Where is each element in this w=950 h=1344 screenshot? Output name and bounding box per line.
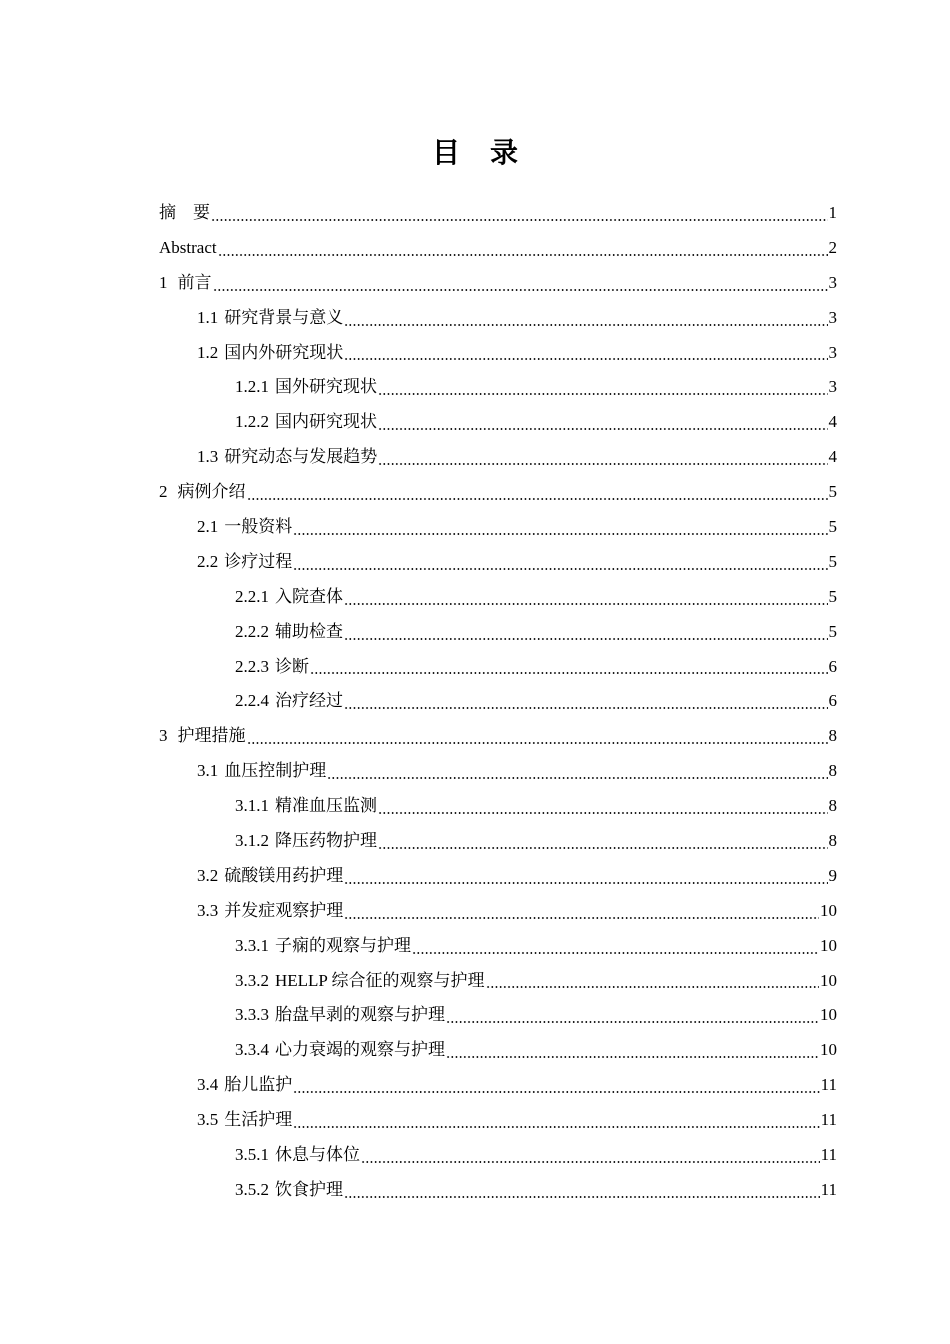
- toc-entry-label: 一般资料: [224, 517, 293, 537]
- toc-entry-number: 1.2: [197, 342, 219, 362]
- toc-entry[interactable]: [159, 510, 837, 545]
- toc-entry-number: 2.2.4: [235, 691, 269, 711]
- toc-entry-page-number: 6: [828, 691, 837, 711]
- toc-list: [159, 196, 837, 1208]
- dot-leader: [310, 655, 828, 675]
- toc-entry-number: 3.5.1: [235, 1145, 269, 1165]
- toc-entry-page-number: 10: [820, 1005, 837, 1025]
- toc-entry[interactable]: [159, 964, 837, 999]
- toc-entry-number: 2.2.2: [235, 621, 269, 641]
- toc-entry-label: 精准血压监测: [275, 796, 377, 816]
- dot-leader: [247, 725, 828, 745]
- toc-entry-label: 国外研究现状: [275, 377, 377, 397]
- toc-entry-number: 3.3.3: [235, 1005, 269, 1025]
- toc-entry-page-number: 3: [828, 272, 837, 292]
- toc-entry-label: 诊疗过程: [224, 551, 293, 571]
- toc-entry[interactable]: [159, 615, 837, 650]
- toc-entry[interactable]: [159, 824, 837, 859]
- toc-entry-page-number: 1: [828, 203, 837, 222]
- toc-entry-label: 并发症观察护理: [224, 900, 344, 920]
- toc-entry-number: 3.4: [197, 1075, 219, 1095]
- toc-entry[interactable]: [159, 301, 837, 336]
- toc-entry-number: 2: [159, 482, 168, 502]
- toc-entry-number: 3.2: [197, 865, 219, 885]
- toc-entry-page-number: 8: [828, 796, 837, 816]
- dot-leader: [446, 1004, 819, 1024]
- toc-title: [0, 131, 950, 171]
- toc-entry-label: 胎儿监护: [224, 1075, 293, 1095]
- dot-leader: [412, 935, 819, 955]
- dot-leader: [344, 341, 827, 361]
- toc-entry[interactable]: [159, 545, 837, 580]
- dot-leader: [486, 969, 819, 989]
- toc-entry[interactable]: [159, 196, 837, 231]
- dot-leader: [378, 376, 828, 396]
- toc-entry-page-number: 11: [820, 1145, 837, 1165]
- toc-entry-page-number: 4: [828, 447, 837, 467]
- dot-leader: [344, 621, 828, 641]
- toc-entry-page-number: 4: [828, 412, 837, 432]
- toc-entry-label: 休息与体位: [275, 1145, 360, 1165]
- toc-entry-number: 2.1: [197, 517, 219, 537]
- toc-entry-page-number: 10: [820, 935, 837, 955]
- toc-entry-label: 胎盘早剥的观察与护理: [275, 1005, 445, 1025]
- toc-entry-page-number: 10: [820, 900, 837, 920]
- toc-entry-label: 诊断: [275, 656, 309, 676]
- toc-entry-page-number: 6: [828, 656, 837, 676]
- dot-leader: [344, 586, 828, 606]
- toc-entry-page-number: 3: [828, 307, 837, 327]
- toc-entry-label: 护理措施: [177, 726, 246, 746]
- toc-entry-label: 国内研究现状: [275, 412, 377, 432]
- dot-leader: [213, 272, 828, 292]
- toc-entry-number: 1.3: [197, 447, 219, 467]
- toc-entry[interactable]: [159, 405, 837, 440]
- toc-entry-label: 研究动态与发展趋势: [224, 447, 378, 467]
- toc-entry-page-number: 5: [828, 482, 837, 502]
- toc-entry-number: 1.2.1: [235, 377, 269, 397]
- toc-entry-label: 饮食护理: [275, 1179, 343, 1199]
- toc-entry-label: 辅助检查: [275, 621, 343, 641]
- toc-entry-label: 血压控制护理: [224, 761, 327, 781]
- toc-entry[interactable]: [159, 684, 837, 719]
- dot-leader: [344, 900, 819, 920]
- toc-entry[interactable]: [159, 336, 837, 371]
- toc-entry-number: 3: [159, 726, 168, 746]
- toc-entry[interactable]: [159, 440, 837, 475]
- toc-entry-number: 3.1.2: [235, 831, 269, 851]
- toc-entry[interactable]: [159, 1103, 837, 1138]
- toc-entry-label: 研究背景与意义: [224, 307, 344, 327]
- toc-entry[interactable]: [159, 370, 837, 405]
- toc-entry[interactable]: [159, 754, 837, 789]
- toc-entry-number: 1: [159, 272, 168, 292]
- toc-entry-page-number: 10: [820, 970, 837, 990]
- toc-entry-page-number: 5: [828, 586, 837, 606]
- toc-entry-page-number: 5: [828, 517, 837, 537]
- toc-entry[interactable]: [159, 1033, 837, 1068]
- toc-entry[interactable]: [159, 580, 837, 615]
- toc-entry[interactable]: [159, 859, 837, 894]
- toc-entry-number: 2.2.3: [235, 656, 269, 676]
- toc-entry-number: 3.1.1: [235, 796, 269, 816]
- toc-entry-label: 病例介绍: [177, 482, 246, 502]
- toc-entry-label: 生活护理: [224, 1110, 293, 1130]
- toc-entry-page-number: 11: [820, 1179, 837, 1199]
- toc-entry-page-number: 9: [828, 865, 837, 885]
- dot-leader: [446, 1039, 819, 1059]
- toc-entry-number: 2.2.1: [235, 586, 269, 606]
- dot-leader: [344, 865, 827, 885]
- toc-entry-label: 治疗经过: [275, 691, 343, 711]
- toc-entry-number: 3.3.4: [235, 1040, 269, 1060]
- toc-entry[interactable]: [159, 1068, 837, 1103]
- toc-entry-label: 国内外研究现状: [224, 342, 344, 362]
- dot-leader: [293, 1109, 819, 1129]
- toc-entry[interactable]: [159, 231, 837, 266]
- toc-entry-page-number: 11: [820, 1110, 837, 1130]
- dot-leader: [378, 830, 828, 850]
- dot-leader: [327, 760, 827, 780]
- toc-entry-page-number: 2: [828, 237, 837, 257]
- toc-entry[interactable]: [159, 650, 837, 685]
- toc-entry-page-number: 3: [828, 342, 837, 362]
- dot-leader: [211, 202, 828, 222]
- dot-leader: [378, 446, 827, 466]
- toc-entry-page-number: 11: [820, 1075, 837, 1095]
- toc-entry-label: 前言: [177, 272, 212, 292]
- dot-leader: [293, 1074, 819, 1094]
- toc-title-char-2: 录: [490, 136, 519, 169]
- dot-leader: [293, 516, 827, 536]
- toc-entry[interactable]: [159, 719, 837, 754]
- toc-entry-label: 降压药物护理: [275, 831, 377, 851]
- toc-entry-label: 子痫的观察与护理: [275, 935, 411, 955]
- toc-entry-page-number: 3: [828, 377, 837, 397]
- toc-entry-number: 2.2: [197, 551, 219, 571]
- toc-entry-number: 3.3.1: [235, 935, 269, 955]
- toc-entry-number: 3.5.2: [235, 1179, 269, 1199]
- toc-entry-page-number: 8: [828, 831, 837, 851]
- dot-leader: [378, 795, 828, 815]
- toc-entry-number: 3.3: [197, 900, 219, 920]
- toc-entry[interactable]: [159, 894, 837, 929]
- dot-leader: [344, 690, 828, 710]
- toc-entry-page-number: 8: [828, 761, 837, 781]
- dot-leader: [378, 411, 828, 431]
- toc-title-char-1: 目: [431, 136, 460, 169]
- toc-entry-number: 1.1: [197, 307, 219, 327]
- dot-leader: [344, 1179, 820, 1199]
- toc-entry[interactable]: [159, 266, 837, 301]
- toc-entry-number: 3.5: [197, 1110, 219, 1130]
- toc-entry[interactable]: [159, 1173, 837, 1208]
- toc-entry[interactable]: [159, 789, 837, 824]
- toc-entry[interactable]: [159, 929, 837, 964]
- toc-entry-page-number: 5: [828, 621, 837, 641]
- toc-entry[interactable]: [159, 1138, 837, 1173]
- toc-entry-page-number: 10: [820, 1040, 837, 1060]
- dot-leader: [218, 237, 828, 257]
- toc-entry-label: Abstract: [159, 237, 217, 257]
- toc-entry[interactable]: [159, 475, 837, 510]
- toc-entry[interactable]: [159, 998, 837, 1033]
- toc-entry-label: 心力衰竭的观察与护理: [275, 1040, 445, 1060]
- toc-entry-page-number: 5: [828, 551, 837, 571]
- toc-entry-number: 3.1: [197, 761, 219, 781]
- dot-leader: [344, 307, 827, 327]
- toc-entry-number: 3.3.2: [235, 970, 269, 990]
- toc-entry-page-number: 8: [828, 726, 837, 746]
- toc-entry-number: 1.2.2: [235, 412, 269, 432]
- toc-entry-label: HELLP 综合征的观察与护理: [275, 970, 485, 990]
- dot-leader: [247, 481, 828, 501]
- dot-leader: [361, 1144, 820, 1164]
- toc-entry-label: 摘 要: [159, 203, 210, 222]
- toc-entry-label: 入院查体: [275, 586, 343, 606]
- toc-entry-label: 硫酸镁用药护理: [224, 865, 344, 885]
- dot-leader: [293, 551, 827, 571]
